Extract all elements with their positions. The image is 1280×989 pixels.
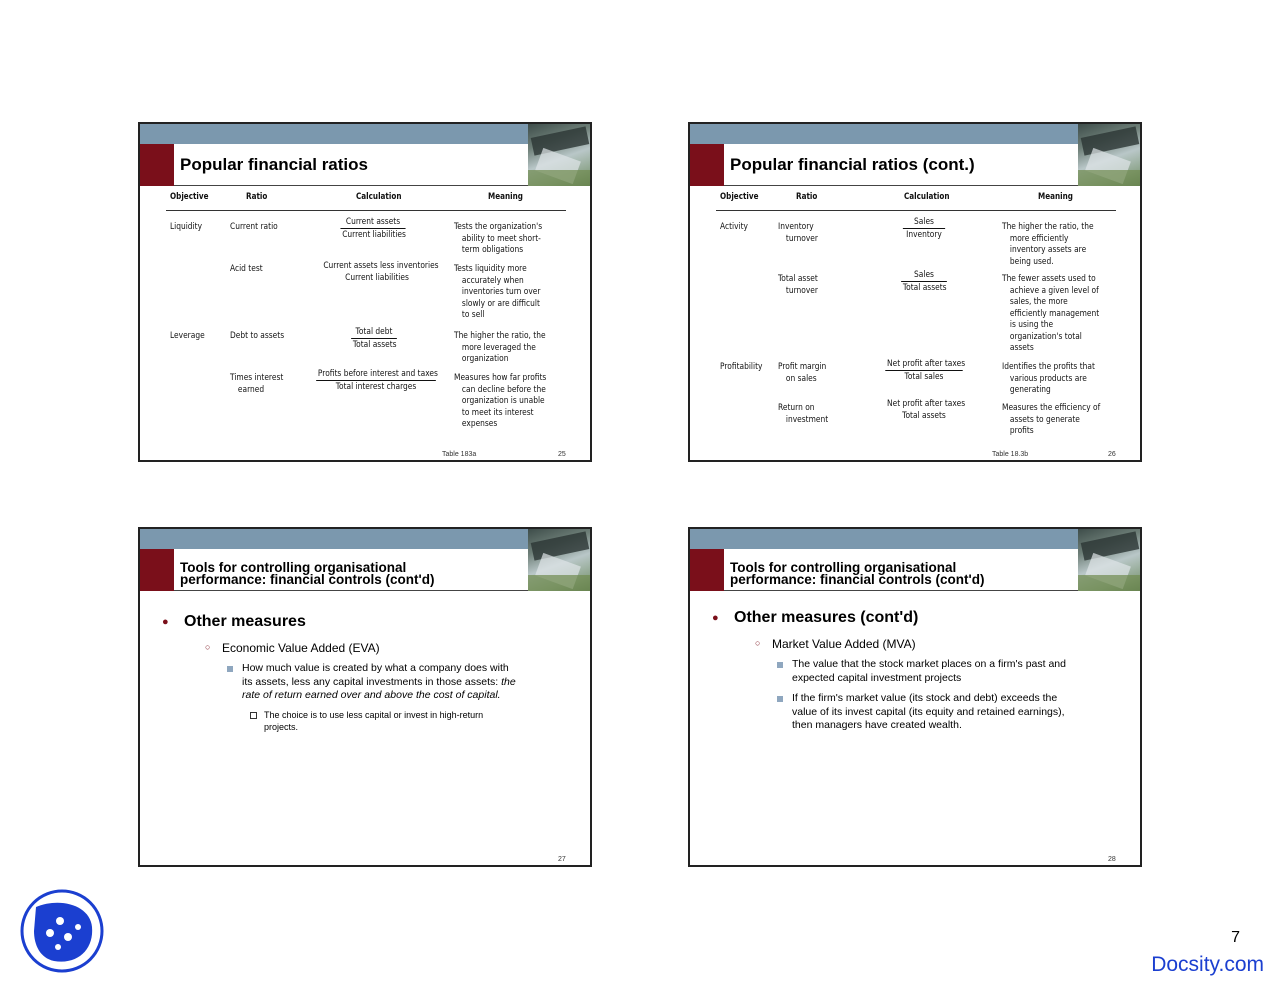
header-divider [716,210,1116,211]
col-header-objective: Objective [170,192,209,202]
slide-title-box [174,144,530,186]
slide-27 [138,527,592,867]
slide-header-bar [140,529,590,549]
slide-title: Tools for controlling organisational performance: financial controls (cont'd) [730,560,985,587]
bullet-level1: ● Other measures (cont'd) [734,609,918,627]
docsity-link[interactable]: Docsity.com [1151,953,1264,976]
row-meaning: Measures the efficiency of assets to generate profits [1002,403,1101,436]
calc-numerator: Sales [903,216,945,229]
col-header-calculation: Calculation [356,192,402,202]
row-calculation [336,216,410,241]
row-ratio: Times interest earned [230,373,284,395]
slide-number: 26 [1108,451,1116,458]
row-ratio: Current ratio [230,222,278,232]
row-ratio: Total asset turnover [778,274,818,296]
col-header-objective: Objective [720,192,759,202]
slide-title-box [724,144,1080,186]
row-meaning: The fewer assets used to achieve a given level of sales, the more efficiently management is using the organization's total assets [1002,274,1100,353]
row-ratio: Return on investment [778,403,829,425]
bullet-level3: How much value is created by what a company does with its assets, less any capital investments in those assets: the rate of return earned over and above the cost of capital. [242,662,516,701]
slide-accent-block [140,144,174,186]
slide-number: 25 [558,451,566,458]
col-header-ratio: Ratio [246,192,268,202]
slide-accent-block [690,549,724,591]
slide-header-bar [690,529,1140,549]
row-objective: Activity [720,222,748,232]
slide-header-bar [140,124,590,144]
row-meaning: Measures how far profits can decline before the organization is unable to meet its interest expenses [454,373,547,429]
docsity-logo-icon [20,889,104,973]
row-calculation [898,269,950,294]
calc-denominator: Total sales [904,372,944,382]
slide-number: 28 [1108,856,1116,863]
table-caption: Table 183a [442,451,477,458]
calc-denominator: Total assets [902,283,947,293]
row-calculation [308,368,444,393]
calc-numerator: Current assets less inventories [323,261,439,271]
slide-title: Popular financial ratios [180,154,368,174]
bullet-level3: The value that the stock market places on a firm's past and expected capital investment projects [792,658,1066,684]
slide-photo [1078,124,1140,186]
table-caption: Table 18.3b [992,451,1029,458]
row-meaning: The higher the ratio, the more efficiently inventory assets are being used. [1002,222,1094,267]
calc-denominator: Total assets [902,411,946,421]
col-header-ratio: Ratio [796,192,818,202]
row-meaning: Identifies the profits that various products are generating [1002,362,1095,395]
row-ratio: Inventory turnover [778,222,818,244]
page-number: 7 [1231,929,1240,946]
row-ratio: Profit margin on sales [778,362,827,384]
slide-header-bar [690,124,1140,144]
col-header-calculation: Calculation [904,192,950,202]
bullet-level2: ○ Economic Value Added (EVA) [222,641,380,655]
slide-26 [688,122,1142,462]
calc-numerator: Total debt [351,326,397,339]
bullet-level1: ● Other measures [184,613,306,631]
bullet-level3: If the firm's market value (its stock and debt) exceeds the value of its invest capital (its equity and retained earnings), then managers have created wealth. [792,692,1065,731]
calc-numerator: Profits before interest and taxes [317,369,438,379]
row-meaning: The higher the ratio, the more leveraged the organization [454,331,546,364]
slide-accent-block [140,549,174,591]
row-ratio: Debt to assets [230,331,285,341]
slide-photo [1078,529,1140,591]
slide-title-box [174,549,530,591]
calc-denominator: Current liabilities [345,273,409,283]
calc-numerator: Net profit after taxes [887,359,966,369]
slide-title: Tools for controlling organisational performance: financial controls (cont'd) [180,560,435,587]
bullet-level4: The choice is to use less capital or invest in high-return projects. [264,710,484,732]
calc-numerator: Current assets [340,216,405,229]
col-header-meaning: Meaning [1038,192,1073,202]
calc-denominator: Total interest charges [335,382,417,392]
slide-25 [138,122,592,462]
row-calculation [880,358,968,383]
slide-photo [528,529,590,591]
slide-number: 27 [558,856,566,863]
calc-numerator: Sales [901,269,947,282]
slide-photo [528,124,590,186]
calc-denominator: Inventory [906,230,942,240]
row-objective: Profitability [720,362,763,372]
calc-denominator: Total assets [352,340,397,350]
calc-numerator: Net profit after taxes [887,399,966,409]
calc-denominator: Current liabilities [342,230,406,240]
slide-28 [688,527,1142,867]
slide-title-box [724,549,1080,591]
row-calculation [880,398,968,422]
row-ratio: Acid test [230,264,263,274]
row-objective: Leverage [170,331,205,341]
bullet-level2: ○ Market Value Added (MVA) [772,637,916,651]
slide-title: Popular financial ratios (cont.) [730,154,975,174]
header-divider [166,210,566,211]
row-calculation [348,326,400,351]
row-calculation [900,216,948,241]
row-meaning: Tests liquidity more accurately when inventories turn over slowly or are difficult to sell [454,264,541,320]
row-calculation [314,260,440,284]
col-header-meaning: Meaning [488,192,523,202]
row-objective: Liquidity [170,222,203,232]
row-meaning: Tests the organization's ability to meet short- term obligations [454,222,543,255]
slide-accent-block [690,144,724,186]
